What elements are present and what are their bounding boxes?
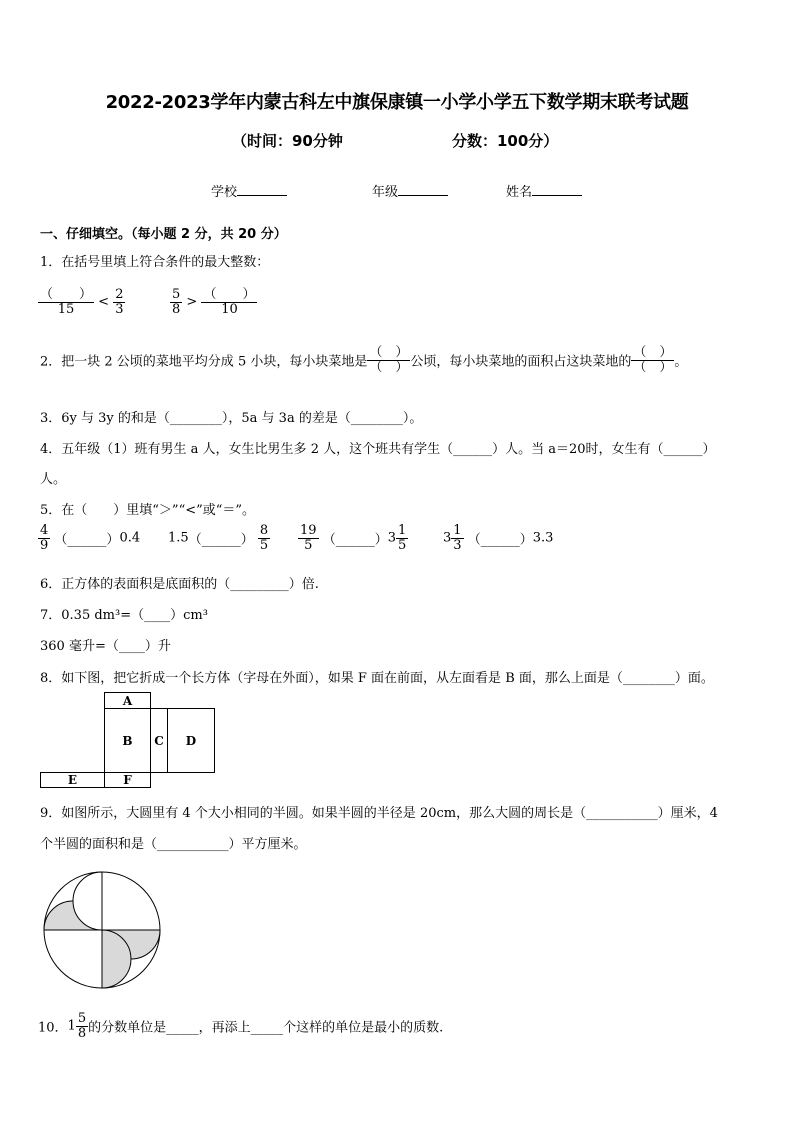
q1-fraction-two-thirds: $\frac{2}{3}$ <box>115 287 124 317</box>
grade-field[interactable] <box>372 181 448 200</box>
q9-line2: 个半圆的面积和是（___________）平方厘米。 <box>40 837 307 852</box>
school-label: 学校 <box>211 185 238 200</box>
q1-compare-1 <box>38 288 125 316</box>
q4-line2: 人。 <box>40 472 67 487</box>
q2-text-2: 公顷，每小块菜地的面积占这块菜地的 <box>410 354 632 370</box>
q1-fraction-blank-10[interactable]: $\frac{( )}{10}$ <box>203 287 256 317</box>
q1-greater-than: > <box>186 294 198 310</box>
q5-c4-blank[interactable]: （______） <box>467 532 533 548</box>
q2-answer-fraction-2[interactable]: $\frac{( )}{( )}$ <box>633 345 673 375</box>
q5-c3-blank[interactable]: （______） <box>322 532 388 548</box>
name-blank[interactable] <box>532 181 582 196</box>
q5-c2-left: 1.5 <box>168 530 189 546</box>
grade-blank[interactable] <box>398 181 448 196</box>
q1-less-than: < <box>98 294 110 310</box>
q5-compare-2 <box>168 524 270 552</box>
net-face-e: E <box>40 772 105 788</box>
name-field[interactable] <box>506 181 582 200</box>
exam-time: （时间：90分钟 <box>232 132 343 150</box>
page-title: 2022-2023学年内蒙古科左中旗保康镇一小学小学五下数学期末联考试题 <box>105 92 689 113</box>
school-field[interactable] <box>211 181 287 200</box>
school-blank[interactable] <box>237 181 287 196</box>
q5-c3-mixed-fraction: $\frac{1}{5}$ <box>397 523 407 553</box>
circle-semicircles-figure <box>38 866 166 994</box>
exam-score: 分数：100分） <box>452 132 559 150</box>
net-face-b: B <box>104 708 151 773</box>
q5-c2-fraction: $\frac{8}{5}$ <box>259 523 269 553</box>
q5-c1-blank[interactable]: （______） <box>54 532 120 548</box>
q5-compare-4 <box>443 524 553 552</box>
cuboid-net-diagram <box>40 692 220 788</box>
section-heading: 一、仔细填空。（每小题 2 分，共 20 分） <box>40 227 287 242</box>
q5-text: 5．在（ ）里填“＞”“<”或“＝”。 <box>40 503 256 518</box>
q5-c3-whole: 3 <box>387 530 396 546</box>
q2-answer-fraction-1[interactable]: $\frac{( )}{( )}$ <box>369 345 409 375</box>
q5-c3-fraction: $\frac{19}{5}$ <box>300 523 317 553</box>
q4-line1: 4．五年级（1）班有男生 a 人，女生比男生多 2 人，这个班共有学生（______）人。当 a＝20时，女生有（______） <box>40 442 716 457</box>
q5-compare-1 <box>38 524 140 552</box>
q8-text: 8．如下图，把它折成一个长方体（字母在外面），如果 F 面在前面，从左面看是 B 面，那么上面是（________）面。 <box>40 671 714 686</box>
net-face-a: A <box>104 692 151 709</box>
net-face-f: F <box>104 772 151 788</box>
q10-text: 的分数单位是_____，再添上_____个这样的单位是最小的质数. <box>88 1020 444 1036</box>
q5-c1-right: 0.4 <box>119 530 141 546</box>
q10-fraction: $\frac{5}{8}$ <box>77 1011 87 1041</box>
q1-fraction-blank[interactable]: $\frac{( )}{15}$ <box>40 287 93 317</box>
q10-whole: 1 <box>67 1018 76 1034</box>
q10-line <box>38 1012 443 1040</box>
q5-c4-mixed-fraction: $\frac{1}{3}$ <box>453 523 462 553</box>
q5-compare-3 <box>298 524 408 552</box>
q1-compare-2 <box>170 288 257 316</box>
q2-text-1: 2．把一块 2 公顷的菜地平均分成 5 小块，每小块菜地是 <box>40 354 368 370</box>
name-label: 姓名 <box>506 185 533 200</box>
grade-label: 年级 <box>372 185 399 200</box>
q3-text: 3．6y 与 3y 的和是（________），5a 与 3a 的差是（________）。 <box>40 411 423 426</box>
q7-line2: 360 毫升=（____）升 <box>40 639 171 654</box>
q5-c4-whole: 3 <box>443 530 452 546</box>
q5-c2-blank[interactable]: （______） <box>188 532 254 548</box>
q9-line1: 9．如图所示，大圆里有 4 个大小相同的半圆。如果半圆的半径是 20cm，那么大圆的周长是（___________）厘米，4 <box>40 806 718 821</box>
net-face-d: D <box>167 708 215 773</box>
net-face-c: C <box>150 708 168 773</box>
q5-c4-right: 3.3 <box>532 530 554 546</box>
q6-text: 6．正方体的表面积是底面积的（_________）倍. <box>40 577 319 592</box>
q2-text-3: 。 <box>674 354 688 370</box>
q1-text: 1．在括号里填上符合条件的最大整数： <box>40 255 270 270</box>
q5-c1-fraction: $\frac{4}{9}$ <box>40 523 49 553</box>
q2-line <box>40 346 687 374</box>
q7-line1: 7．0.35 dm³=（____）cm³ <box>40 608 208 623</box>
q1-fraction-five-eighths: $\frac{5}{8}$ <box>172 287 181 317</box>
q10-number: 10． <box>38 1020 68 1036</box>
